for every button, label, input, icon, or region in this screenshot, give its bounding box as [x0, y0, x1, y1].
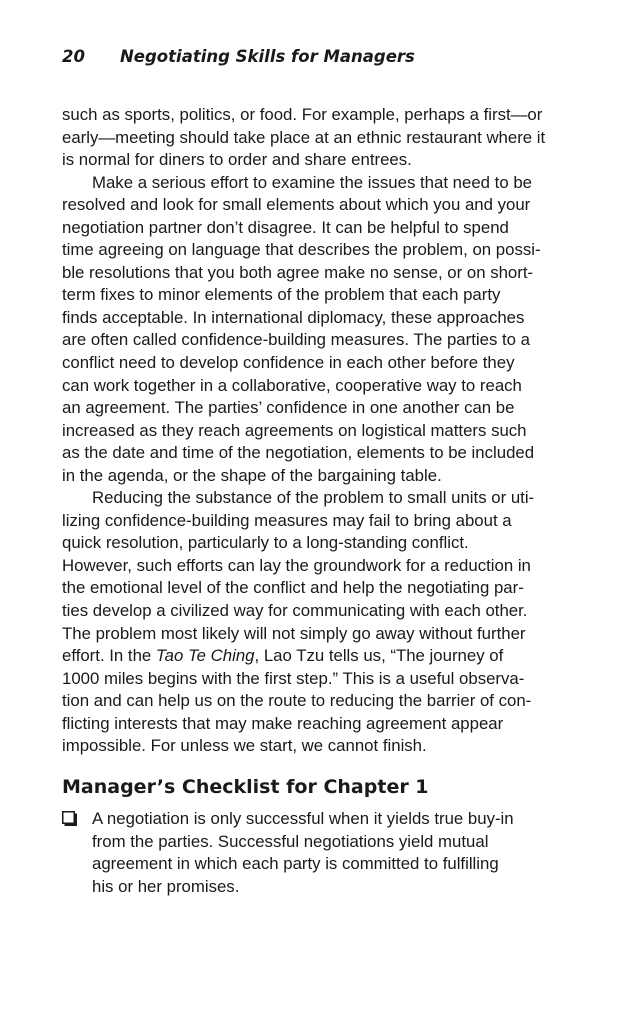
text-line: term fixes to minor elements of the problem that each party: [62, 285, 501, 305]
running-header: [62, 44, 582, 70]
text-line: can work together in a collaborative, cooperative way to reach: [62, 375, 522, 395]
text-line: resolved and look for small elements about which you and your: [62, 195, 531, 215]
text-line: is normal for diners to order and share entrees.: [62, 150, 412, 170]
text-line: an agreement. The parties’ confidence in one another can be: [62, 398, 515, 418]
section-heading: Manager’s Checklist for Chapter 1: [62, 776, 429, 798]
text-line: finds acceptable. In international diplomacy, these approaches: [62, 307, 525, 327]
text-line: flicting interests that may make reaching agreement appear: [62, 713, 504, 733]
text-line: 1000 miles begins with the first step.” This is a useful observa-: [62, 668, 525, 688]
body-text: [62, 104, 582, 758]
quote-line-prefix: effort. In the: [62, 646, 156, 666]
text-line: A negotiation is only successful when it yields true buy-in: [92, 809, 514, 828]
text-line: ble resolutions that you both agree make no sense, or on short-: [62, 262, 534, 282]
text-line: impossible. For unless we start, we cannot finish.: [62, 736, 427, 756]
text-line: such as sports, politics, or food. For example, perhaps a first—or: [62, 105, 543, 124]
text-line: Reducing the substance of the problem to small units or uti-: [92, 488, 535, 508]
text-line: The problem most likely will not simply go away without further: [62, 623, 526, 643]
text-line: tion and can help us on the route to reducing the barrier of con-: [62, 691, 532, 711]
text-line: time agreeing on language that describes the problem, on possi-: [62, 240, 541, 260]
text-line: negotiation partner don’t disagree. It can be helpful to spend: [62, 217, 509, 237]
text-line: conflict need to develop confidence in each other before they: [62, 353, 515, 373]
text-line: [62, 645, 582, 668]
page-number: 20: [62, 47, 85, 66]
paragraph-2: [62, 172, 582, 488]
checkbox-icon: [62, 811, 77, 826]
text-line: early—meeting should take place at an ethnic restaurant where it: [62, 127, 546, 147]
checklist-item-text: [92, 808, 582, 898]
paragraph-1: [62, 104, 582, 172]
quote-line-suffix: , Lao Tzu tells us, “The journey of: [254, 646, 504, 666]
text-line: are often called confidence-building measures. The parties to a: [62, 330, 530, 350]
text-line: Make a serious effort to examine the issues that need to be: [92, 172, 532, 192]
text-line: lizing confidence-building measures may fail to bring about a: [62, 510, 512, 530]
text-line: quick resolution, particularly to a long-standing conflict.: [62, 533, 469, 553]
text-line: his or her promises.: [92, 876, 240, 896]
text-line: from the parties. Successful negotiations yield mutual: [92, 831, 489, 851]
text-line: in the agenda, or the shape of the bargaining table.: [62, 465, 442, 485]
text-line: increased as they reach agreements on logistical matters such: [62, 420, 527, 440]
text-line: However, such efforts can lay the groundwork for a reduction in: [62, 555, 531, 575]
paragraph-3: [62, 487, 582, 758]
book-reference: Tao Te Ching: [155, 646, 255, 666]
book-title: Negotiating Skills for Managers: [120, 47, 415, 66]
text-line: the emotional level of the conflict and help the negotiating par-: [62, 578, 524, 598]
text-line: as the date and time of the negotiation, elements to be included: [62, 443, 535, 463]
text-line: agreement in which each party is committed to fulfilling: [92, 854, 499, 874]
text-line: ties develop a civilized way for communicating with each other.: [62, 601, 528, 621]
